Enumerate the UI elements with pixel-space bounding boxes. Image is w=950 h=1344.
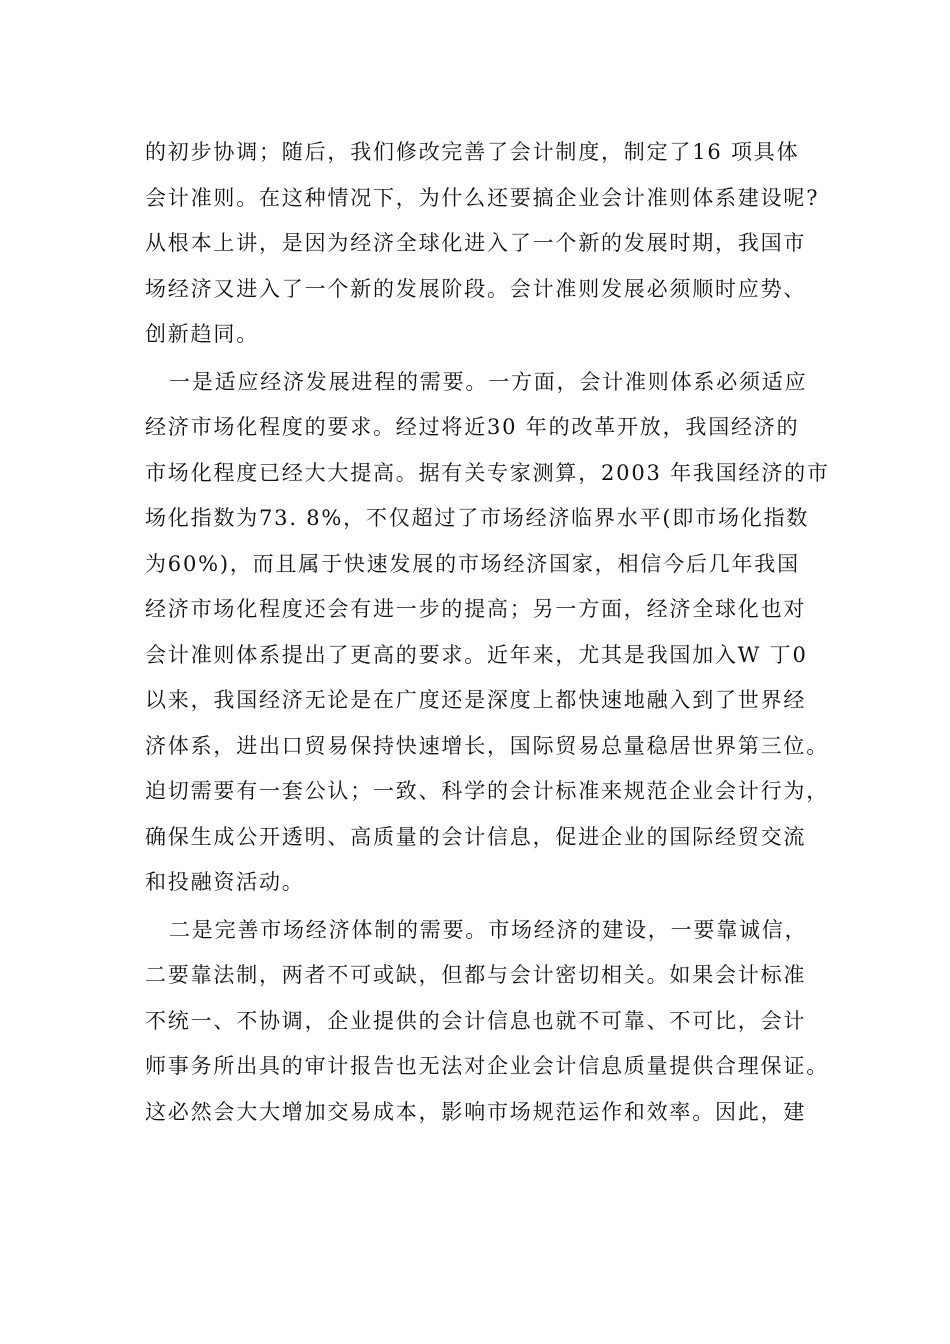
text-line: 场化指数为73. 8%，不仅超过了市场经济临界水平(即市场化指数: [145, 506, 810, 530]
text-line: 以来，我国经济无论是在广度还是深度上都快速地融入到了世界经: [145, 688, 807, 712]
text-line: 经济市场化程度的要求。经过将近30 年的改革开放，我国经济的: [145, 415, 800, 439]
paragraph-start-line: 一是适应经济发展进程的需要。一方面，会计准则体系必须适应: [169, 369, 808, 394]
text-line: 为60%)，而且属于快速发展的市场经济国家，相信今后几年我国: [145, 551, 800, 576]
text-line: 经济市场化程度还会有进一步的提高；另一方面，经济全球化也对: [145, 597, 807, 621]
text-line: 和投融资活动。: [145, 870, 305, 894]
body-text: [145, 130, 830, 1135]
text-line: 场经济又进入了一个新的发展阶段。会计准则发展必须顺时应势、: [145, 276, 807, 301]
text-line: 市场化程度已经大大提高。据有关专家测算，2003 年我国经济的市: [145, 460, 830, 485]
text-line: 这必然会大大增加交易成本，影响市场规范运作和效率。因此，建: [145, 1099, 807, 1124]
text-line: 不统一、不协调，企业提供的会计信息也就不可靠、不可比，会计: [145, 1008, 807, 1033]
text-line: 的初步协调；随后，我们修改完善了会计制度，制定了16 项具体: [145, 140, 800, 164]
text-line: 确保生成公开透明、高质量的会计信息，促进企业的国际经贸交流: [145, 824, 807, 849]
paragraph-start-line: 二是完善市场经济体制的需要。市场经济的建设，一要靠诚信，: [169, 917, 808, 942]
text-line: 二要靠法制，两者不可或缺，但都与会计密切相关。如果会计标准: [145, 963, 807, 987]
text-line: 济体系，进出口贸易保持快速增长，国际贸易总量稳居世界第三位。: [145, 733, 829, 758]
text-line: 会计准则。在这种情况下，为什么还要搞企业会计准则体系建设呢?: [145, 185, 820, 210]
text-line: 师事务所出具的审计报告也无法对企业会计信息质量提供合理保证。: [145, 1054, 829, 1078]
text-line: 会计准则体系提出了更高的要求。近年来，尤其是我国加入W 丁0: [145, 642, 808, 667]
text-line: 迫切需要有一套公认；一致、科学的会计标准来规范企业会计行为，: [145, 779, 829, 803]
text-line: 创新趋同。: [145, 322, 259, 346]
text-line: 从根本上讲，是因为经济全球化进入了一个新的发展时期，我国市: [145, 231, 807, 255]
